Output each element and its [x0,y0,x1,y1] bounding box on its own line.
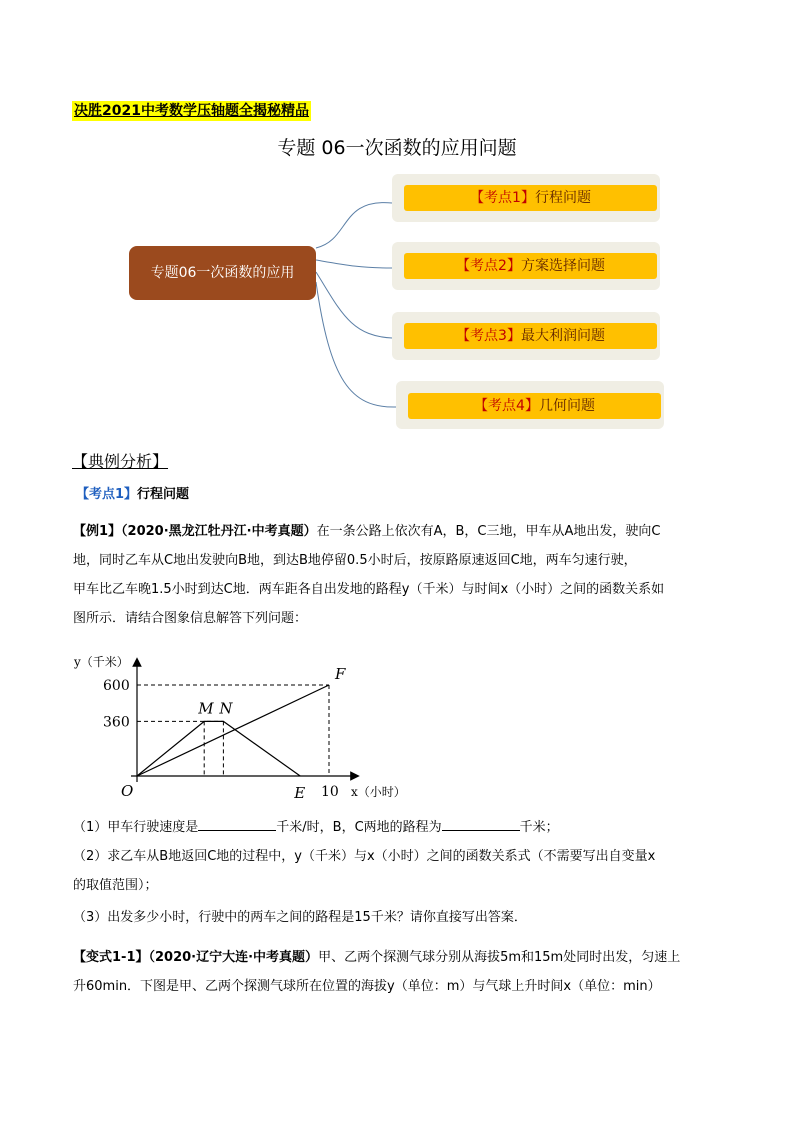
example-1-line-4: 图所示．请结合图象信息解答下列问题： [73,611,308,626]
connector-4 [316,282,396,407]
node-label: 行程问题 [534,190,591,206]
example-tag: 【例1】 [73,524,122,539]
kaodian-label: 行程问题 [137,487,190,502]
x-axis-title: x（小时） [351,785,406,799]
answer-blank [198,816,276,831]
variant-1-1 [73,943,723,1001]
q1-part-a: （1）甲车行驶速度是 [73,820,199,835]
example-1-line-2: 地，同时乙车从C地出发驶向B地，到达B地停留0.5小时后，按原路原速返回C地，两车匀速行驶， [73,553,637,568]
node-tag: 【考点3】 [456,328,521,344]
question-2-line-1: （2）求乙车从B地返回C地的过程中，y（千米）与x（小时）之间的函数关系式（不需要写出自变量x [73,849,656,864]
point-label-M: M [198,699,214,718]
x-tick-label-10: 10 [321,784,339,800]
mindmap-node-2 [404,253,657,279]
variant-source: （2020·辽宁大连·中考真题） [148,950,319,965]
page-title: 专题 06一次函数的应用问题 [277,137,517,159]
travel-chart [70,650,406,810]
variant-line-1 [73,943,723,972]
mindmap-node-1 [404,185,657,211]
y-tick-label-600: 600 [103,678,130,694]
mindmap-node-4-panel [396,381,664,429]
variant-tag: 【变式1-1】 [73,950,149,965]
connector-2 [316,260,392,268]
point-label-F: F [335,665,346,683]
node-tag: 【考点2】 [456,258,521,274]
section-heading: 【典例分析】 [72,452,169,471]
chart-series [137,685,329,776]
connector-1 [316,203,392,248]
node-label: 方案选择问题 [520,258,605,274]
doc-banner: 决胜2021中考数学压轴题全揭秘精品 [74,103,309,119]
node-tag: 【考点4】 [474,398,539,414]
chart-axes [131,662,355,782]
example-text: 在一条公路上依次有A，B，C三地，甲车从A地出发，驶向C [316,524,661,539]
question-1 [73,813,723,842]
origin-label: O [121,782,134,800]
q1-part-b: 千米/时，B，C两地的路程为 [276,820,442,835]
mindmap-node-4 [408,393,661,419]
connector-3 [316,272,392,338]
mindmap-node-1-panel [392,174,660,222]
q1-part-c: 千米； [519,820,559,835]
variant-text: 甲、乙两个探测气球分别从海拔5m和15m处同时出发，匀速上 [318,950,681,965]
example-source: （2020·黑龙江牡丹江·中考真题） [121,524,317,539]
node-label: 几何问题 [538,398,595,414]
question-3: （3）出发多少小时，行驶中的两车之间的路程是15千米？请你直接写出答案． [73,910,527,925]
kaodian-heading [76,486,189,504]
kaodian-tag: 【考点1】 [76,487,138,502]
series-line-1 [137,685,329,776]
y-axis-title: y（千米） [74,655,129,669]
example-1-line-1 [73,517,723,546]
mindmap-node-3-panel [392,312,660,360]
answer-blank [442,816,520,831]
series-line-2 [137,721,300,776]
example-1-questions [73,813,723,932]
point-label-E: E [294,784,306,802]
mindmap-node-3 [404,323,657,349]
point-label-N: N [219,699,233,718]
example-1-stem [73,517,723,633]
mindmap-node-2-panel [392,242,660,290]
variant-line-2: 升60min．下图是甲、乙两个探测气球所在位置的海拔y（单位：m）与气球上升时间x（单位：min） [73,979,661,994]
mindmap-center-node: 专题06一次函数的应用 [129,246,316,300]
node-tag: 【考点1】 [470,190,535,206]
node-label: 最大利润问题 [520,328,605,344]
question-2-line-2: 的取值范围）； [73,878,158,893]
example-1-line-3: 甲车比乙车晚1.5小时到达C地．两车距各自出发地的路程y（千米）与时间x（小时）之间的函数关系如 [73,582,665,597]
y-tick-label-360: 360 [103,714,130,731]
